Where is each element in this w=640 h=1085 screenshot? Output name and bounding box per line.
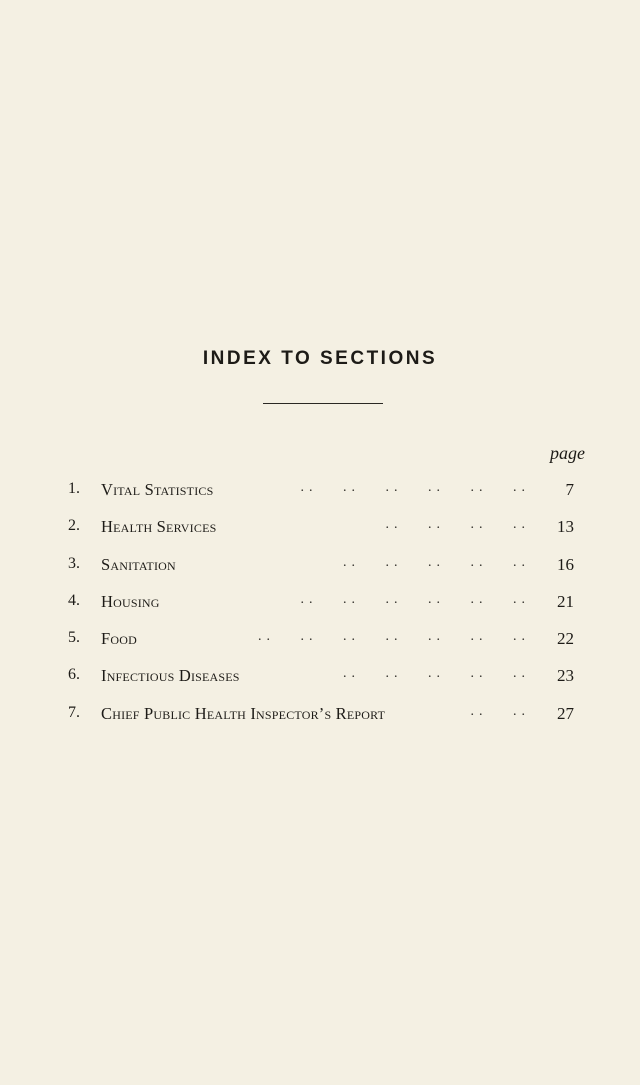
section-page: 23 [557,666,574,686]
leader-dots: .. .. [470,703,530,719]
toc-row [0,664,640,701]
section-page: 21 [557,591,574,611]
leader-dots: .. .. .. .. .. [343,666,530,682]
toc-row [0,478,640,515]
leader-dots: .. .. .. .. .. .. [300,591,530,607]
leader-dots: .. .. .. .. .. [343,554,530,570]
section-title: Vital Statistics [101,480,214,499]
section-title: Food [101,629,137,649]
section-page: 7 [565,480,574,499]
section-page: 13 [557,517,574,537]
leader-dots: .. .. .. .. .. .. .. [258,629,530,645]
section-title: Housing [101,591,160,611]
toc-row [0,627,640,664]
section-number: 6. [68,666,80,684]
section-number: 7. [68,703,80,721]
page-title: INDEX TO SECTIONS [202,348,438,369]
toc-row [0,515,640,552]
section-title: Infectious Diseases [101,666,240,686]
section-page: 16 [557,554,574,574]
page-column-label: page [550,443,585,463]
section-page: 22 [557,629,574,649]
section-number: 1. [68,480,80,497]
leader-dots: .. .. .. .. [385,517,530,533]
toc-row [0,553,640,590]
title-rule [263,403,383,404]
section-title: Health Services [101,517,217,537]
section-title: Chief Public Health Inspector’s Report [101,703,386,723]
section-number: 5. [68,629,80,647]
section-number: 3. [68,554,80,572]
section-title: Sanitation [101,554,176,574]
sections-index [0,478,640,739]
leader-dots: .. .. .. .. .. .. [300,480,530,495]
section-number: 2. [68,517,80,535]
section-page: 27 [557,703,574,723]
toc-row [0,702,640,739]
toc-row [0,590,640,627]
section-number: 4. [68,591,80,609]
